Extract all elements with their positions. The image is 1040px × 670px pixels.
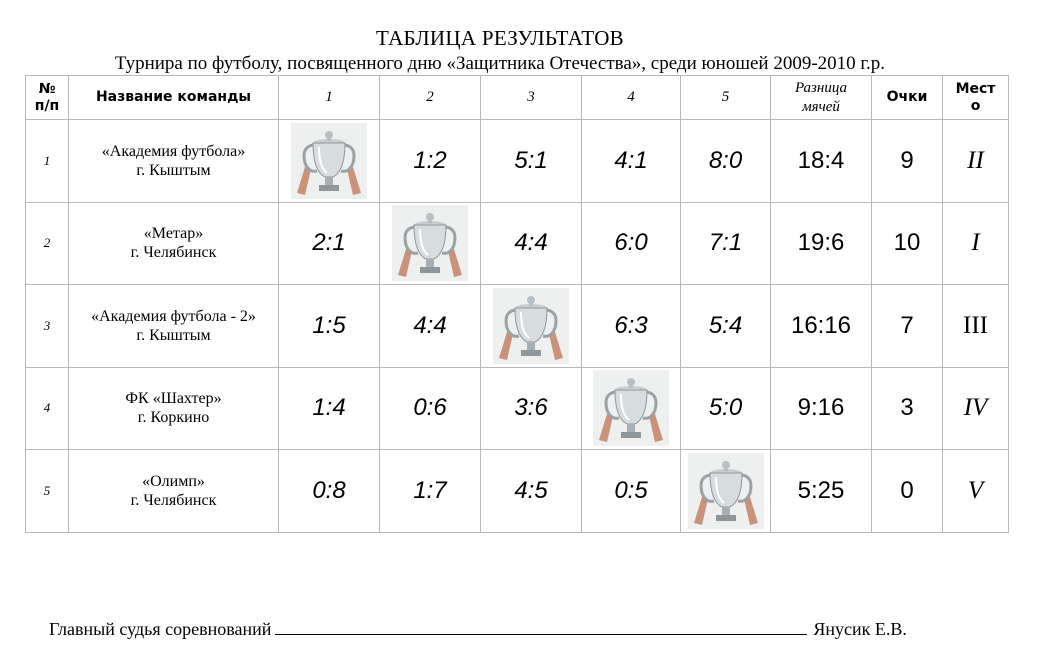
header-opponent-4: 4 xyxy=(582,76,681,120)
team-city: г. Кыштым xyxy=(136,161,211,179)
place: II xyxy=(943,120,1009,203)
team-cell xyxy=(69,202,279,285)
match-score: 0:6 xyxy=(380,367,481,450)
match-score: 1:5 xyxy=(279,285,380,368)
header-place xyxy=(943,76,1009,120)
header-goal-difference xyxy=(771,76,872,120)
header-goal-difference-line2: мячей xyxy=(802,98,840,115)
match-score: 4:5 xyxy=(481,450,582,533)
place: I xyxy=(943,202,1009,285)
match-score: 4:1 xyxy=(582,120,681,203)
diagonal-cell xyxy=(481,285,582,368)
row-number: 2 xyxy=(26,202,69,285)
row-number: 3 xyxy=(26,285,69,368)
page-title: ТАБЛИЦА РЕЗУЛЬТАТОВ xyxy=(376,26,624,50)
match-score: 5:0 xyxy=(681,367,771,450)
match-score: 6:0 xyxy=(582,202,681,285)
team-name: «Академия футбола» xyxy=(101,142,246,160)
diagonal-cell xyxy=(279,120,380,203)
goal-difference: 16:16 xyxy=(771,285,872,368)
match-score: 1:7 xyxy=(380,450,481,533)
place: III xyxy=(943,285,1009,368)
table-row xyxy=(26,450,1009,533)
row-number: 4 xyxy=(26,367,69,450)
team-city: г. Кыштым xyxy=(136,326,211,344)
team-cell xyxy=(69,450,279,533)
points: 0 xyxy=(872,450,943,533)
match-score: 2:1 xyxy=(279,202,380,285)
points: 9 xyxy=(872,120,943,203)
match-score: 5:4 xyxy=(681,285,771,368)
points: 3 xyxy=(872,367,943,450)
team-cell xyxy=(69,120,279,203)
match-score: 8:0 xyxy=(681,120,771,203)
team-city: г. Челябинск xyxy=(130,244,217,262)
match-score: 5:1 xyxy=(481,120,582,203)
match-score: 1:4 xyxy=(279,367,380,450)
team-city: г. Коркино xyxy=(137,409,210,427)
trophy-cup-icon xyxy=(481,288,581,364)
header-points: Очки xyxy=(872,76,943,120)
team-name: «Метар» xyxy=(143,225,204,243)
team-name: «Олимп» xyxy=(142,472,205,490)
match-score: 3:6 xyxy=(481,367,582,450)
table-row xyxy=(26,120,1009,203)
team-cell xyxy=(69,285,279,368)
table-row xyxy=(26,202,1009,285)
table-row xyxy=(26,285,1009,368)
diagonal-cell xyxy=(681,450,771,533)
points: 10 xyxy=(872,202,943,285)
table-row xyxy=(26,367,1009,450)
match-score: 0:5 xyxy=(582,450,681,533)
results-table xyxy=(25,75,1009,533)
match-score: 1:2 xyxy=(380,120,481,203)
trophy-cup-icon xyxy=(681,453,770,529)
header-place-line1: Мест xyxy=(955,80,996,97)
trophy-cup-icon xyxy=(582,370,680,446)
match-score: 0:8 xyxy=(279,450,380,533)
diagonal-cell xyxy=(582,367,681,450)
header-number xyxy=(26,76,69,120)
goal-difference: 18:4 xyxy=(771,120,872,203)
match-score: 6:3 xyxy=(582,285,681,368)
team-name: ФК «Шахтер» xyxy=(125,390,222,408)
signature-line xyxy=(275,620,807,635)
team-cell xyxy=(69,367,279,450)
judge-label: Главный судья соревнований xyxy=(49,619,272,639)
header-opponent-5: 5 xyxy=(681,76,771,120)
header-opponent-2: 2 xyxy=(380,76,481,120)
judge-name: Янусик Е.В. xyxy=(813,619,907,639)
goal-difference: 5:25 xyxy=(771,450,872,533)
header-team: Название команды xyxy=(69,76,279,120)
place: V xyxy=(943,450,1009,533)
match-score: 4:4 xyxy=(380,285,481,368)
match-score: 7:1 xyxy=(681,202,771,285)
header-opponent-1: 1 xyxy=(279,76,380,120)
header-opponent-3: 3 xyxy=(481,76,582,120)
match-score: 4:4 xyxy=(481,202,582,285)
place: IV xyxy=(943,367,1009,450)
team-name: «Академия футбола - 2» xyxy=(91,307,256,325)
header-goal-difference-line1: Разница xyxy=(794,79,848,96)
header-place-line2: о xyxy=(970,97,981,114)
header-number-line1: № xyxy=(38,80,56,97)
header-number-line2: п/п xyxy=(34,97,60,114)
row-number: 1 xyxy=(26,120,69,203)
page-subtitle: Турнира по футболу, посвященного дню «Защитника Отечества», среди юношей 2009-2010 г.р. xyxy=(114,53,886,74)
trophy-cup-icon xyxy=(380,205,480,281)
goal-difference: 9:16 xyxy=(771,367,872,450)
footer-signature xyxy=(49,619,1009,640)
points: 7 xyxy=(872,285,943,368)
goal-difference: 19:6 xyxy=(771,202,872,285)
table-header-row xyxy=(26,76,1009,120)
team-city: г. Челябинск xyxy=(130,491,217,509)
diagonal-cell xyxy=(380,202,481,285)
row-number: 5 xyxy=(26,450,69,533)
trophy-cup-icon xyxy=(279,123,379,199)
